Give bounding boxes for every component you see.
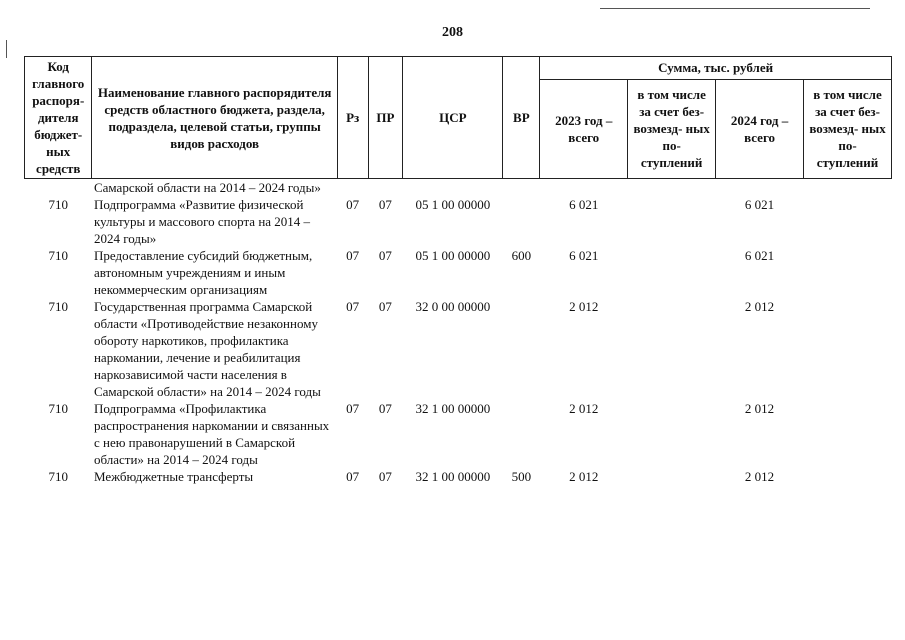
- cell-vr: [503, 179, 540, 197]
- cell-2023-grants: [628, 468, 716, 485]
- cell-name: Подпрограмма «Профилактика распространения наркомании и связанных с нею правонарушений в Самарской области» на 2014 – 2024 годы: [93, 401, 330, 467]
- cell-2024-grants: [804, 179, 892, 197]
- cell-pr: 07: [378, 401, 392, 416]
- cell-name: Самарской области на 2014 – 2024 годы»: [93, 180, 321, 195]
- cell-csr: 32 1 00 00000: [415, 469, 491, 484]
- cell-name: Предоставление субсидий бюджетным, автономным учреждениям и иным некоммерческим организациям: [93, 248, 313, 297]
- cell-2024-grants: [804, 298, 892, 400]
- cell-code: 710: [48, 469, 68, 484]
- table-row: [25, 400, 892, 468]
- cell-name: Государственная программа Самарской области «Противодействие незаконному обороту наркотиков, профилактика наркомании, лечение и реабилитация наркозависимой части населения в Самарской области» на 2014 – 2024 годы: [93, 299, 321, 399]
- cell-2024: 6 021: [744, 197, 775, 212]
- cell-pr: [368, 179, 403, 197]
- cell-2023: 6 021: [569, 197, 599, 212]
- cell-2023-grants: [628, 196, 716, 247]
- cell-rz: 07: [346, 248, 360, 263]
- cell-pr: 07: [378, 469, 392, 484]
- cell-csr: 05 1 00 00000: [415, 197, 491, 212]
- cell-2023: 2 012: [569, 299, 599, 314]
- cell-2024-grants: [804, 196, 892, 247]
- cell-2024: 6 021: [744, 248, 775, 263]
- cell-2023-grants: [628, 247, 716, 298]
- cell-code: 710: [48, 401, 68, 416]
- cell-2023: [540, 179, 628, 197]
- header-code: Код главного распоря- дителя бюджет- ных средств: [25, 57, 92, 179]
- cell-rz: [337, 179, 368, 197]
- cell-2024: [716, 179, 804, 197]
- cell-2024-grants: [804, 247, 892, 298]
- cell-csr: [403, 179, 503, 197]
- cell-code: 710: [48, 299, 68, 314]
- header-2024-grants: в том числе за счет без- возмезд- ных по- ступлений: [804, 79, 892, 178]
- header-2023-total: 2023 год – всего: [540, 79, 628, 178]
- cell-code: [25, 179, 92, 197]
- cell-code: 710: [48, 248, 68, 263]
- cell-2023-grants: [628, 179, 716, 197]
- scan-left-rule: [6, 40, 7, 58]
- cell-2024-grants: [804, 468, 892, 485]
- cell-rz: 07: [346, 299, 360, 314]
- cell-csr: 32 0 00 00000: [415, 299, 491, 314]
- cell-vr: 500: [511, 469, 532, 484]
- table-header: [25, 57, 892, 179]
- header-sum-group: Сумма, тыс. рублей: [540, 57, 892, 80]
- cell-csr: 05 1 00 00000: [415, 248, 491, 263]
- cell-2024-grants: [804, 400, 892, 468]
- cell-code: 710: [48, 197, 68, 212]
- cell-rz: 07: [346, 469, 360, 484]
- cell-pr: 07: [378, 299, 392, 314]
- table-body: [25, 179, 892, 486]
- header-pr: ПР: [368, 57, 403, 179]
- table-row: [25, 468, 892, 485]
- cell-2023-grants: [628, 298, 716, 400]
- cell-pr: 07: [378, 197, 392, 212]
- cell-vr: 600: [511, 248, 532, 263]
- cell-csr: 32 1 00 00000: [415, 401, 491, 416]
- cell-2023: 2 012: [569, 469, 599, 484]
- cell-name: Подпрограмма «Развитие физической культуры и массового спорта на 2014 – 2024 годы»: [93, 197, 311, 246]
- cell-pr: 07: [378, 248, 392, 263]
- table-row: [25, 179, 892, 197]
- budget-table: [24, 56, 892, 485]
- table-row: [25, 196, 892, 247]
- cell-name: Межбюджетные трансферты: [93, 469, 254, 484]
- page-number: 208: [442, 25, 463, 40]
- cell-rz: 07: [346, 197, 360, 212]
- cell-2024: 2 012: [744, 401, 775, 416]
- table-row: [25, 247, 892, 298]
- header-vr: ВР: [503, 57, 540, 179]
- header-csr: ЦСР: [403, 57, 503, 179]
- cell-vr: [503, 400, 540, 468]
- cell-2024: 2 012: [744, 299, 775, 314]
- table-row: [25, 298, 892, 400]
- cell-rz: 07: [346, 401, 360, 416]
- cell-2024: 2 012: [744, 469, 775, 484]
- header-2024-total: 2024 год – всего: [716, 79, 804, 178]
- header-name: Наименование главного распорядителя средств областного бюджета, раздела, подраздела, целевой статьи, группы видов расходов: [92, 57, 337, 179]
- cell-vr: [503, 196, 540, 247]
- cell-vr: [503, 298, 540, 400]
- scan-top-rule: [600, 8, 870, 9]
- cell-2023: 6 021: [569, 248, 599, 263]
- header-2023-grants: в том числе за счет без- возмезд- ных по- ступлений: [628, 79, 716, 178]
- cell-2023: 2 012: [569, 401, 599, 416]
- header-rz: Рз: [337, 57, 368, 179]
- cell-2023-grants: [628, 400, 716, 468]
